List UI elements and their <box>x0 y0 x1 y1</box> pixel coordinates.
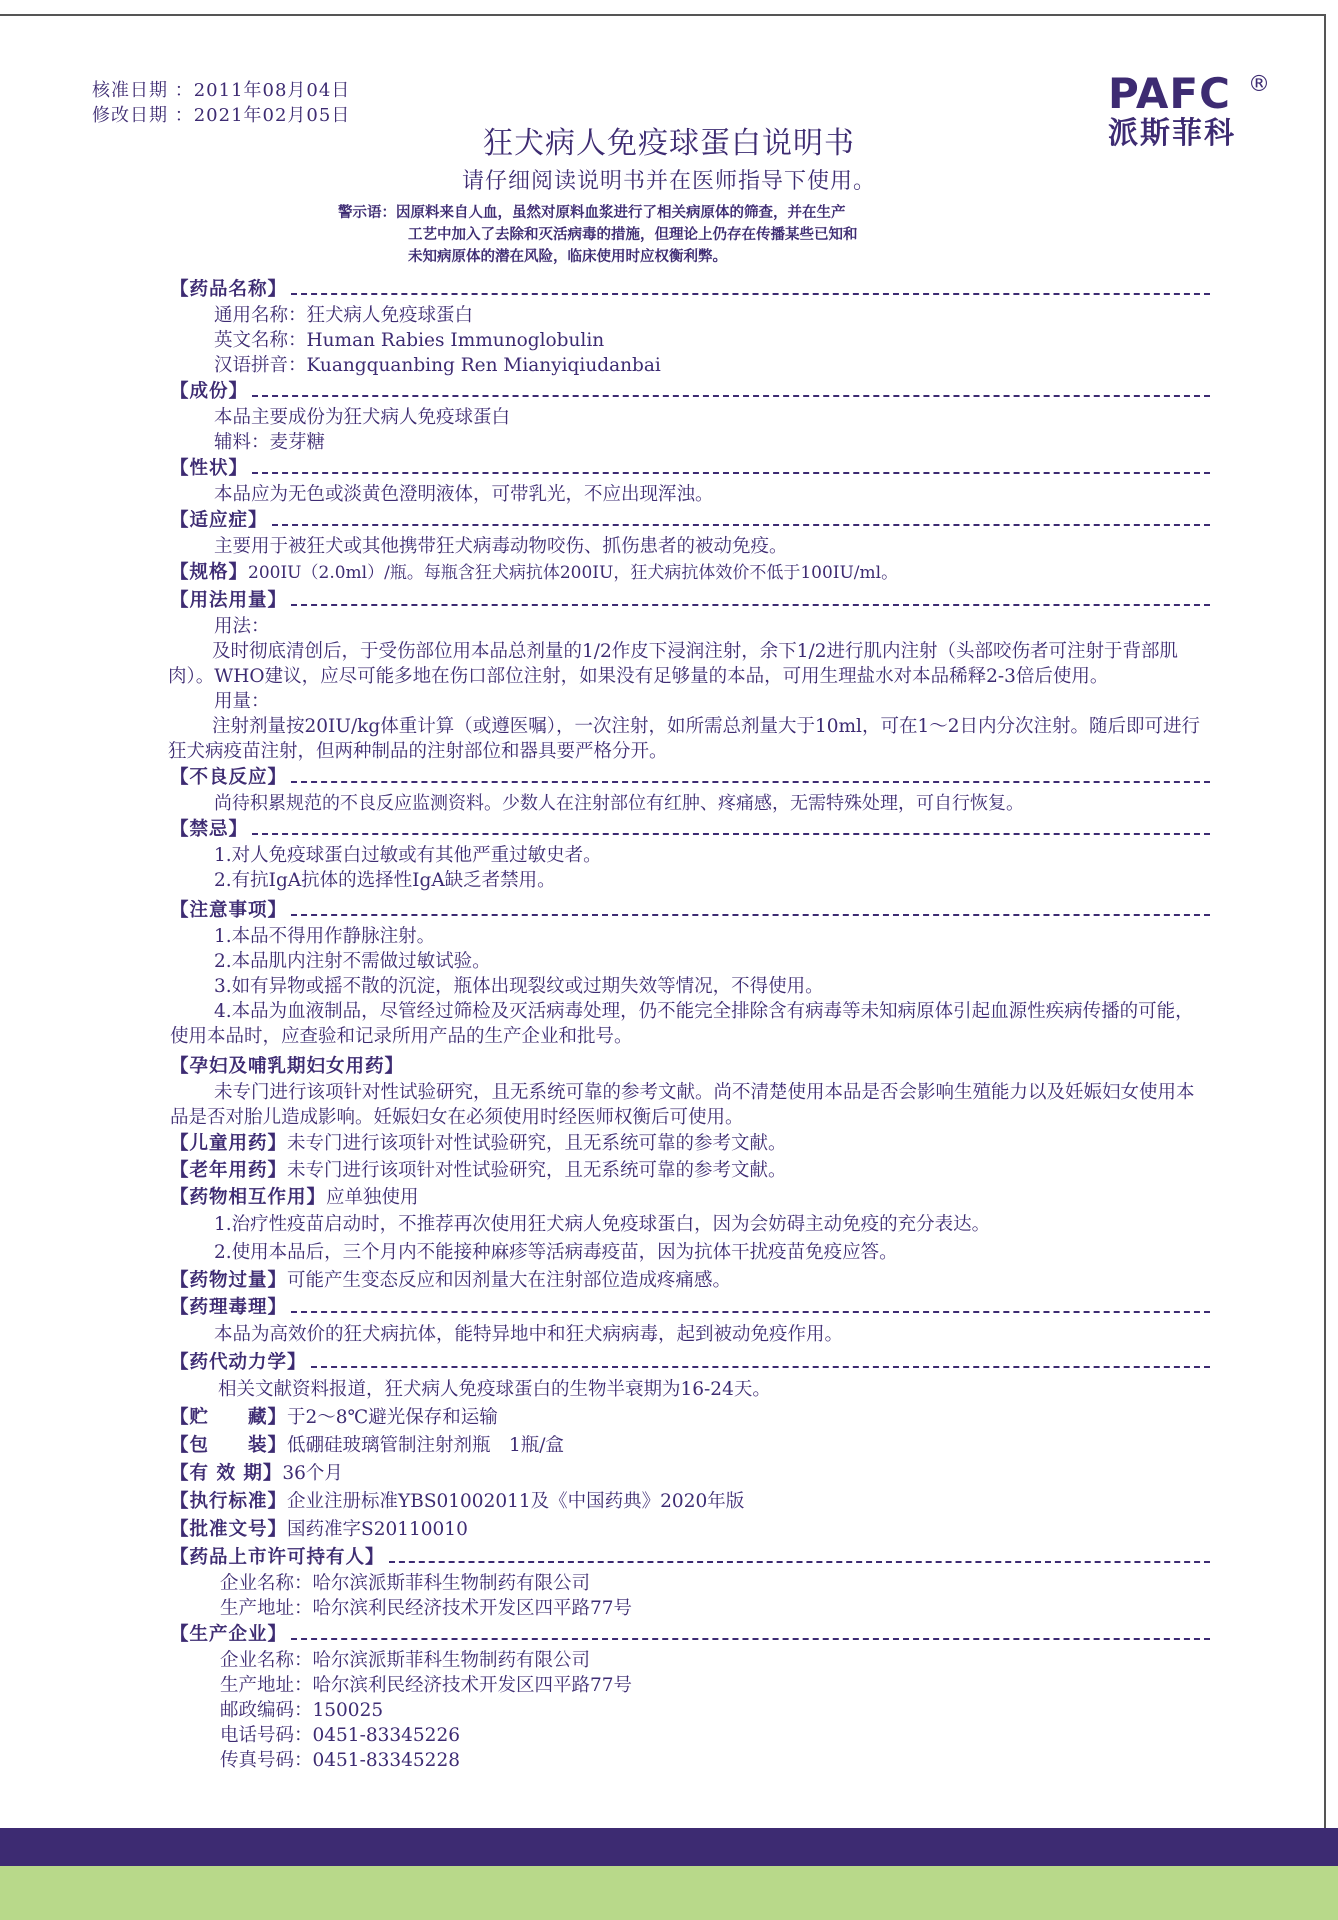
interaction-item: 2.使用本品后，三个月内不能接种麻疹等活病毒疫苗，因为抗体干扰疫苗免疫应答。 <box>214 1242 898 1263</box>
approval-text: 国药准字S20110010 <box>287 1519 468 1540</box>
english-name: 英文名称：Human Rabies Immunoglobulin <box>214 330 605 351</box>
precaution-item: 2.本品肌内注射不需做过敏试验。 <box>214 951 491 972</box>
pregnancy-text: 未专门进行该项针对性试验研究，且无系统可靠的参考文献。尚不清楚使用本品是否会影响生殖能力以及妊娠妇女使用本品是否对胎儿造成影响。妊娠妇女在必须使用时经医师权衡后可使用。 <box>170 1082 1195 1128</box>
section-geriatric: 【老年用药】 未专门进行该项针对性试验研究，且无系统可靠的参考文献。 <box>170 1157 1210 1184</box>
section-heading-contra: 【禁忌】 <box>170 816 1210 843</box>
section-interactions: 【药物相互作用】 应单独使用 <box>170 1184 1210 1211</box>
warning-line: 警示语：因原料来自人血，虽然对原料血浆进行了相关病原体的筛查，并在生产 <box>338 205 846 221</box>
section-heading-precautions: 【注意事项】 <box>170 897 1210 924</box>
section-heading-pharmacokinetics: 【药代动力学】 <box>170 1349 1210 1376</box>
geriatric-text: 未专门进行该项针对性试验研究，且无系统可靠的参考文献。 <box>287 1160 787 1181</box>
standard-text: 企业注册标准YBS01002011及《中国药典》2020年版 <box>287 1491 745 1512</box>
manufacturer-fax: 传真号码：0451-83345228 <box>220 1750 460 1771</box>
section-package: 【包 装】 低硼硅玻璃管制注射剂瓶 1瓶/盒 <box>170 1432 1210 1460</box>
footer-band-dark <box>0 1828 1338 1866</box>
warning-line: 工艺中加入了去除和灭活病毒的措施，但理论上仍存在传播某些已知和 <box>408 227 858 243</box>
section-heading-indications: 【适应症】 <box>170 507 1210 534</box>
approval-date: 核准日期 ：2011年08月04日 <box>92 80 351 101</box>
precaution-item: 1.本品不得用作静脉注射。 <box>214 926 436 947</box>
manufacturer-phone: 电话号码：0451-83345226 <box>220 1725 460 1746</box>
section-standard: 【执行标准】 企业注册标准YBS01002011及《中国药典》2020年版 <box>170 1488 1210 1516</box>
registered-mark: ® <box>1248 72 1270 97</box>
section-heading-composition: 【成份】 <box>170 378 1210 405</box>
section-heading-pregnancy: 【孕妇及哺乳期妇女用药】 <box>170 1056 405 1077</box>
section-heading-manufacturer: 【生产企业】 <box>170 1621 1210 1648</box>
logo-english: PAFC <box>1108 69 1231 118</box>
page-subtitle: 请仔细阅读说明书并在医师指导下使用。 <box>461 169 876 194</box>
manufacturer-postcode: 邮政编码：150025 <box>220 1700 384 1721</box>
leaflet-body <box>170 276 1210 1773</box>
pharmacokinetics-text: 相关文献资料报道，狂犬病人免疫球蛋白的生物半衰期为16-24天。 <box>218 1379 771 1400</box>
footer-band-light <box>0 1866 1338 1920</box>
section-approval: 【批准文号】 国药准字S20110010 <box>170 1516 1210 1544</box>
section-heading-description: 【性状】 <box>170 455 1210 482</box>
generic-name: 通用名称：狂犬病人免疫球蛋白 <box>214 305 474 326</box>
section-heading-name: 【药品名称】 <box>170 276 1210 303</box>
pinyin-name: 汉语拼音：Kuangquanbing Ren Mianyiqiudanbai <box>214 355 661 376</box>
adverse-text: 尚待积累规范的不良反应监测资料。少数人在注射部位有红肿、疼痛感，无需特殊处理，可自行恢复。 <box>214 793 1024 814</box>
dose-text: 注射剂量按20IU/kg体重计算（或遵医嘱），一次注射，如所需总剂量大于10ml，可在1～2日内分次注射。随后即可进行狂犬病疫苗注射，但两种制品的注射部位和器具要严格分开。 <box>168 716 1201 762</box>
indications-text: 主要用于被狂犬或其他携带狂犬病毒动物咬伤、抓伤患者的被动免疫。 <box>214 536 788 557</box>
holder-company: 企业名称：哈尔滨派斯菲科生物制药有限公司 <box>220 1573 591 1594</box>
section-validity: 【有 效 期】 36个月 <box>170 1460 1210 1488</box>
pediatric-text: 未专门进行该项针对性试验研究，且无系统可靠的参考文献。 <box>287 1133 787 1154</box>
contra-item: 1.对人免疫球蛋白过敏或有其他严重过敏史者。 <box>214 845 602 866</box>
contra-item: 2.有抗IgA抗体的选择性IgA缺乏者禁用。 <box>214 870 556 891</box>
usage-text: 及时彻底清创后，于受伤部位用本品总剂量的1/2作皮下浸润注射，余下1/2进行肌内注射（头部咬伤者可注射于背部肌肉）。WHO建议，应尽可能多地在伤口部位注射，如果没有足够量的本品，可用生理盐水对本品稀释2-3倍后使用。 <box>168 641 1179 687</box>
logo-chinese: 派斯菲科 <box>1108 116 1236 151</box>
section-pediatric: 【儿童用药】 未专门进行该项针对性试验研究，且无系统可靠的参考文献。 <box>170 1130 1210 1157</box>
manufacturer-company: 企业名称：哈尔滨派斯菲科生物制药有限公司 <box>220 1650 591 1671</box>
spec-text: 200IU（2.0ml）/瓶。每瓶含狂犬病抗体200IU，狂犬病抗体效价不低于100IU/ml。 <box>248 563 899 583</box>
holder-address: 生产地址：哈尔滨利民经济技术开发区四平路77号 <box>220 1598 633 1619</box>
overdose-text: 可能产生变态反应和因剂量大在注射部位造成疼痛感。 <box>287 1270 732 1291</box>
interaction-item: 1.治疗性疫苗启动时，不推荐再次使用狂犬病人免疫球蛋白，因为会妨碍主动免疫的充分表达。 <box>214 1214 991 1235</box>
page-title: 狂犬病人免疫球蛋白说明书 <box>483 126 855 161</box>
warning-block <box>338 202 1018 268</box>
section-heading-adverse: 【不良反应】 <box>170 764 1210 791</box>
warning-line: 未知病原体的潜在风险，临床使用时应权衡利弊。 <box>408 249 727 265</box>
revision-date: 修改日期 ：2021年02月05日 <box>92 105 351 126</box>
section-storage: 【贮 藏】 于2～8℃避光保存和运输 <box>170 1404 1210 1432</box>
pharmacology-text: 本品为高效价的狂犬病抗体，能特异地中和狂犬病病毒，起到被动免疫作用。 <box>214 1324 844 1345</box>
precaution-item: 3.如有异物或摇不散的沉淀，瓶体出现裂纹或过期失效等情况，不得使用。 <box>214 976 824 997</box>
section-heading-dosage: 【用法用量】 <box>170 587 1210 614</box>
interactions-text: 应单独使用 <box>326 1187 419 1208</box>
composition-excipient: 辅料：麦芽糖 <box>214 432 326 453</box>
package-text: 低硼硅玻璃管制注射剂瓶 1瓶/盒 <box>287 1435 565 1456</box>
composition-main: 本品主要成份为狂犬病人免疫球蛋白 <box>214 407 511 428</box>
usage-label: 用法： <box>214 616 270 637</box>
section-heading-holder: 【药品上市许可持有人】 <box>170 1544 1210 1571</box>
section-heading-pharmacology: 【药理毒理】 <box>170 1294 1210 1321</box>
validity-text: 36个月 <box>282 1463 343 1484</box>
section-overdose: 【药物过量】 可能产生变态反应和因剂量大在注射部位造成疼痛感。 <box>170 1267 1210 1294</box>
manufacturer-address: 生产地址：哈尔滨利民经济技术开发区四平路77号 <box>220 1675 633 1696</box>
description-text: 本品应为无色或淡黄色澄明液体，可带乳光，不应出现浑浊。 <box>214 484 714 505</box>
dose-label: 用量： <box>214 691 270 712</box>
storage-text: 于2～8℃避光保存和运输 <box>287 1407 498 1428</box>
section-spec: 【规格】 200IU（2.0ml）/瓶。每瓶含狂犬病抗体200IU，狂犬病抗体效价不低于100IU/ml。 <box>170 559 1210 587</box>
precaution-item: 4.本品为血液制品，尽管经过筛检及灭活病毒处理，仍不能完全排除含有病毒等未知病原体引起血源性疾病传播的可能，使用本品时，应查验和记录所用产品的生产企业和批号。 <box>170 1001 1194 1047</box>
